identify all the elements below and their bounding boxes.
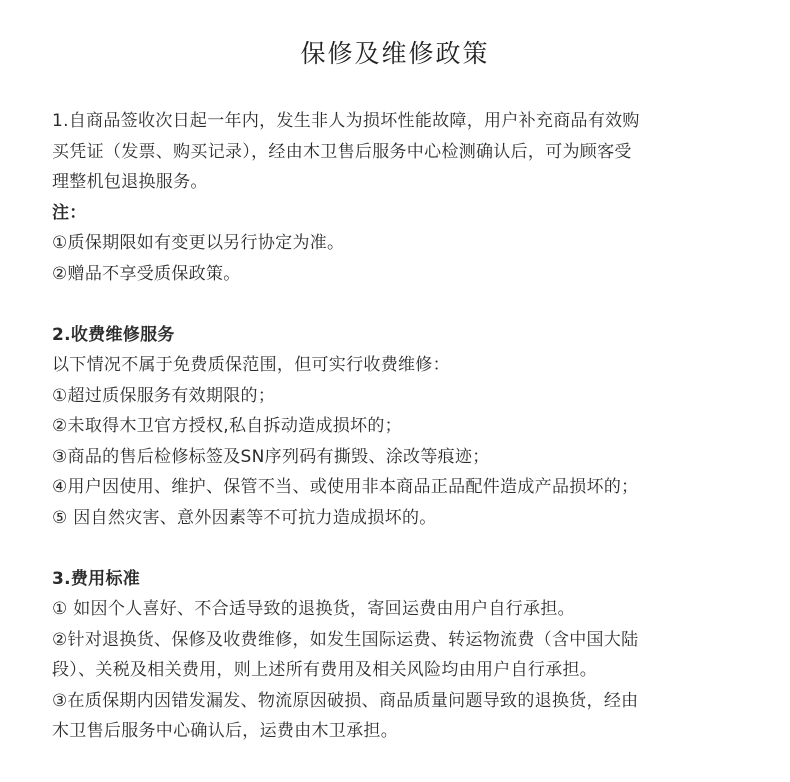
section2-item-5: ⑤ 因自然灾害、意外因素等不可抗力造成损坏的。 <box>52 507 437 528</box>
spacer <box>52 289 752 320</box>
section1-para-line-2: 买凭证（发票、购买记录），经由木卫售后服务中心检测确认后，可为顾客受 <box>52 141 632 162</box>
section2-item-1: ①超过质保服务有效期限的； <box>52 385 276 406</box>
section2-item-4: ④用户因使用、维护、保管不当、或使用非本商品正品配件造成产品损坏的； <box>52 477 639 497</box>
section2-intro: 以下情况不属于免费质保范围，但可实行收费维修： <box>52 355 450 375</box>
section-2 <box>52 320 752 534</box>
page-title: 保修及维修政策 <box>300 39 490 68</box>
note-item-1: ①质保期限如有变更以另行协定为准。 <box>52 233 345 253</box>
section-1 <box>52 106 752 289</box>
section2-item-3: ③商品的售后检修标签及SN序列码有撕毁、涂改等痕迹； <box>52 446 490 467</box>
section3-line-4: ③在质保期内因错发漏发、物流原因破损、商品质量问题导致的退换货，经由 <box>52 690 639 711</box>
section2-item-2: ②未取得木卫官方授权,私自拆动造成损坏的； <box>52 416 402 436</box>
section3-heading: 3.费用标准 <box>52 568 141 589</box>
section3-line-2: ②针对退换货、保修及收费维修，如发生国际运费、转运物流费（含中国大陆 <box>52 629 639 650</box>
spacer <box>52 533 752 564</box>
section1-para-line-1: 1.自商品签收次日起一年内，发生非人为损坏性能故障，用户补充商品有效购 <box>52 111 640 131</box>
section1-para-line-3: 理整机包退换服务。 <box>52 172 208 192</box>
policy-body <box>52 106 752 747</box>
note-label: 注： <box>52 202 87 223</box>
section3-line-1: ① 如因个人喜好、不合适导致的退换货，寄回运费由用户自行承担。 <box>52 599 575 619</box>
section3-line-3: 段）、关税及相关费用，则上述所有费用及相关风险均由用户自行承担。 <box>52 660 598 680</box>
section-3 <box>52 564 752 747</box>
note-item-2: ②赠品不享受质保政策。 <box>52 263 241 284</box>
section3-line-5: 木卫售后服务中心确认后，运费由木卫承担。 <box>52 721 398 741</box>
section2-heading: 2.收费维修服务 <box>52 324 175 345</box>
